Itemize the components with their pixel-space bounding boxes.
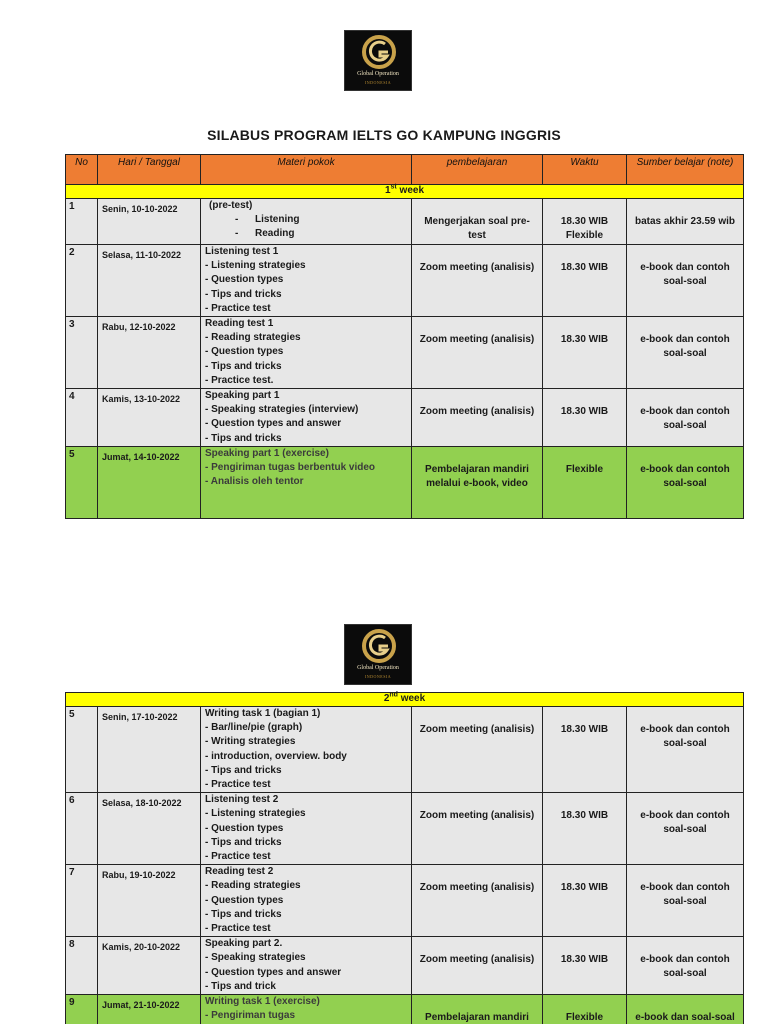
row-pembelajaran: Zoom meeting (analisis) [412, 865, 543, 937]
row-no: 3 [66, 317, 98, 389]
row-materi: Speaking part 1 (exercise) - Pengiriman tugas berbentuk video - Analisis oleh tentor [201, 447, 412, 519]
row-sumber: e-book dan contoh soal-soal [627, 865, 744, 937]
table-row [66, 199, 744, 245]
row-no: 6 [66, 793, 98, 865]
row-waktu: Flexible [543, 995, 627, 1024]
table-row [66, 707, 744, 793]
table-row [66, 865, 744, 937]
row-waktu: 18.30 WIB [543, 317, 627, 389]
row-no: 7 [66, 865, 98, 937]
row-waktu: 18.30 WIB [543, 245, 627, 317]
header-day: Hari / Tanggal [98, 155, 201, 185]
row-materi: Reading test 2 - Reading strategies - Question types - Tips and tricks - Practice test [201, 865, 412, 937]
row-materi: Speaking part 2. - Speaking strategies - Question types and answer - Tips and trick [201, 937, 412, 995]
syllabus-table-week-2 [65, 692, 744, 1024]
row-pembelajaran: Pembelajaran mandiri [412, 995, 543, 1024]
row-day: Kamis, 20-10-2022 [98, 937, 201, 995]
row-no: 9 [66, 995, 98, 1024]
row-sumber: e-book dan soal-soal [627, 995, 744, 1024]
row-day: Selasa, 11-10-2022 [98, 245, 201, 317]
row-sumber: e-book dan contoh soal-soal [627, 317, 744, 389]
row-waktu: Flexible [543, 447, 627, 519]
row-day: Rabu, 12-10-2022 [98, 317, 201, 389]
row-pembelajaran: Zoom meeting (analisis) [412, 707, 543, 793]
row-materi: Writing task 1 (exercise) - Pengiriman tugas [201, 995, 412, 1024]
row-day: Selasa, 18-10-2022 [98, 793, 201, 865]
row-no: 2 [66, 245, 98, 317]
table-row [66, 995, 744, 1024]
row-no: 4 [66, 389, 98, 447]
week-label: 2nd week [66, 693, 744, 707]
header-sumber: Sumber belajar (note) [627, 155, 744, 185]
row-pembelajaran: Zoom meeting (analisis) [412, 389, 543, 447]
row-waktu: 18.30 WIB [543, 865, 627, 937]
row-waktu: 18.30 WIB [543, 937, 627, 995]
row-materi: (pre-test) - Listening - Reading [201, 199, 412, 245]
logo-subtext: INDONESIA [364, 674, 392, 679]
row-materi: Listening test 1 - Listening strategies - Question types - Tips and tricks - Practice test [201, 245, 412, 317]
row-pembelajaran: Mengerjakan soal pre-test [412, 199, 543, 245]
row-materi: Speaking part 1 - Speaking strategies (interview) - Question types and answer - Tips and tricks [201, 389, 412, 447]
logo-text: Global Operation [357, 71, 399, 77]
header-no: No [66, 155, 98, 185]
row-no: 5 [66, 707, 98, 793]
logo-text: Global Operation [357, 665, 399, 671]
syllabus-table-week-1 [65, 154, 744, 519]
global-operation-logo [344, 624, 412, 685]
row-day: Jumat, 14-10-2022 [98, 447, 201, 519]
row-materi: Reading test 1 - Reading strategies - Question types - Tips and tricks - Practice test. [201, 317, 412, 389]
row-pembelajaran: Zoom meeting (analisis) [412, 793, 543, 865]
table-row [66, 317, 744, 389]
row-waktu: 18.30 WIB [543, 793, 627, 865]
week-label: 1st week [66, 185, 744, 199]
row-no: 1 [66, 199, 98, 245]
row-waktu: 18.30 WIB Flexible [543, 199, 627, 245]
row-waktu: 18.30 WIB [543, 389, 627, 447]
row-pembelajaran: Pembelajaran mandiri melalui e-book, video [412, 447, 543, 519]
row-sumber: e-book dan contoh soal-soal [627, 389, 744, 447]
week-label-row [66, 693, 744, 707]
row-pembelajaran: Zoom meeting (analisis) [412, 317, 543, 389]
row-sumber: e-book dan contoh soal-soal [627, 937, 744, 995]
row-day: Kamis, 13-10-2022 [98, 389, 201, 447]
logo-subtext: INDONESIA [364, 80, 392, 85]
row-pembelajaran: Zoom meeting (analisis) [412, 937, 543, 995]
table-row [66, 937, 744, 995]
table-row [66, 245, 744, 317]
row-no: 5 [66, 447, 98, 519]
header-pembelajaran: pembelajaran [412, 155, 543, 185]
row-sumber: batas akhir 23.59 wib [627, 199, 744, 245]
table-header-row [66, 155, 744, 185]
header-materi: Materi pokok [201, 155, 412, 185]
row-day: Rabu, 19-10-2022 [98, 865, 201, 937]
global-operation-logo [344, 30, 412, 91]
row-no: 8 [66, 937, 98, 995]
row-day: Senin, 17-10-2022 [98, 707, 201, 793]
table-row [66, 447, 744, 519]
table-row [66, 793, 744, 865]
page-title: SILABUS PROGRAM IELTS GO KAMPUNG INGGRIS [207, 127, 561, 143]
row-sumber: e-book dan contoh soal-soal [627, 447, 744, 519]
row-waktu: 18.30 WIB [543, 707, 627, 793]
table-row [66, 389, 744, 447]
week-label-row [66, 185, 744, 199]
row-materi: Writing task 1 (bagian 1) - Bar/line/pie (graph) - Writing strategies - introduction, overview. body - Tips and tricks - Practice test [201, 707, 412, 793]
row-sumber: e-book dan contoh soal-soal [627, 245, 744, 317]
row-pembelajaran: Zoom meeting (analisis) [412, 245, 543, 317]
row-sumber: e-book dan contoh soal-soal [627, 707, 744, 793]
row-day: Senin, 10-10-2022 [98, 199, 201, 245]
row-materi: Listening test 2 - Listening strategies - Question types - Tips and tricks - Practice test [201, 793, 412, 865]
row-day: Jumat, 21-10-2022 [98, 995, 201, 1024]
row-sumber: e-book dan contoh soal-soal [627, 793, 744, 865]
header-waktu: Waktu [543, 155, 627, 185]
